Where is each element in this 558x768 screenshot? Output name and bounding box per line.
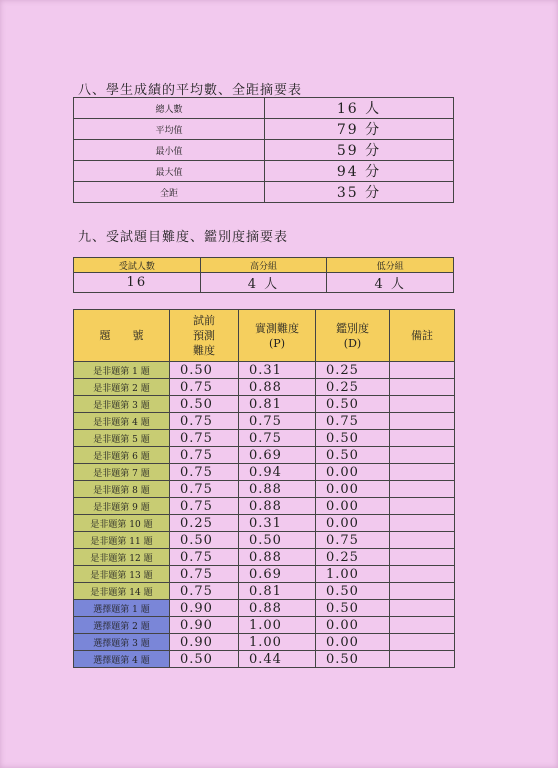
examinees-value: 16: [74, 273, 201, 293]
difficulty-p: 0.69: [239, 447, 316, 464]
note-cell: [390, 430, 455, 447]
table-row: [74, 481, 455, 498]
item-name: 是非題第 1 題: [74, 362, 170, 379]
predicted-difficulty: 0.75: [170, 413, 239, 430]
difficulty-p: 0.88: [239, 481, 316, 498]
difficulty-p: 0.31: [239, 515, 316, 532]
difficulty-p: 1.00: [239, 634, 316, 651]
table-row: [74, 566, 455, 583]
note-cell: [390, 515, 455, 532]
header-high-group: 高分組: [200, 258, 327, 273]
predicted-difficulty: 0.25: [170, 515, 239, 532]
table-row: [74, 98, 454, 119]
score-summary-table: [73, 97, 454, 203]
item-name: 是非題第 10 題: [74, 515, 170, 532]
discrimination-d: 0.00: [316, 481, 390, 498]
table-row: [74, 273, 454, 293]
header-discrimination: [316, 310, 390, 362]
table-row: [74, 515, 455, 532]
header-line: 預測: [193, 329, 215, 342]
sample-summary-table: [73, 257, 454, 293]
note-cell: [390, 379, 455, 396]
item-name: 是非題第 3 題: [74, 396, 170, 413]
difficulty-p: 0.88: [239, 600, 316, 617]
row-value: 35 分: [265, 182, 454, 203]
discrimination-d: 0.75: [316, 532, 390, 549]
difficulty-p: 0.50: [239, 532, 316, 549]
discrimination-d: 1.00: [316, 566, 390, 583]
table-row: [74, 600, 455, 617]
row-value: 59 分: [265, 140, 454, 161]
predicted-difficulty: 0.75: [170, 583, 239, 600]
header-predicted-difficulty: [170, 310, 239, 362]
discrimination-d: 0.50: [316, 396, 390, 413]
difficulty-p: 0.69: [239, 566, 316, 583]
item-name: 是非題第 12 題: [74, 549, 170, 566]
predicted-difficulty: 0.75: [170, 447, 239, 464]
note-cell: [390, 549, 455, 566]
row-label: 最大值: [74, 161, 265, 182]
table-row: [74, 464, 455, 481]
note-cell: [390, 566, 455, 583]
difficulty-p: 0.75: [239, 430, 316, 447]
note-cell: [390, 651, 455, 668]
header-line: 難度: [193, 344, 215, 357]
discrimination-d: 0.00: [316, 515, 390, 532]
note-cell: [390, 600, 455, 617]
difficulty-p: 0.94: [239, 464, 316, 481]
item-name: 是非題第 7 題: [74, 464, 170, 481]
discrimination-d: 0.00: [316, 617, 390, 634]
discrimination-d: 0.25: [316, 379, 390, 396]
low-group-value: 4 人: [327, 273, 454, 293]
row-value: 79 分: [265, 119, 454, 140]
table-row: [74, 413, 455, 430]
item-name: 是非題第 11 題: [74, 532, 170, 549]
table-row: [74, 379, 455, 396]
item-name: 是非題第 2 題: [74, 379, 170, 396]
discrimination-d: 0.75: [316, 413, 390, 430]
header-line: (D): [343, 336, 362, 350]
note-cell: [390, 634, 455, 651]
predicted-difficulty: 0.90: [170, 634, 239, 651]
header-line: 試前: [193, 314, 215, 327]
item-name: 選擇題第 4 題: [74, 651, 170, 668]
difficulty-p: 0.81: [239, 396, 316, 413]
table-header-row: [74, 310, 455, 362]
discrimination-d: 0.25: [316, 549, 390, 566]
item-rows: [74, 362, 455, 668]
note-cell: [390, 396, 455, 413]
row-label: 總人數: [74, 98, 265, 119]
predicted-difficulty: 0.50: [170, 362, 239, 379]
predicted-difficulty: 0.75: [170, 379, 239, 396]
table-row: [74, 498, 455, 515]
table-row: [74, 583, 455, 600]
section-8-title: 八、學生成績的平均數、全距摘要表: [78, 83, 303, 98]
table-row: [74, 634, 455, 651]
difficulty-p: 0.75: [239, 413, 316, 430]
discrimination-d: 0.25: [316, 362, 390, 379]
table-row: [74, 396, 455, 413]
header-line: (P): [269, 336, 285, 350]
difficulty-p: 1.00: [239, 617, 316, 634]
item-name: 是非題第 9 題: [74, 498, 170, 515]
discrimination-d: 0.50: [316, 430, 390, 447]
item-name: 是非題第 13 題: [74, 566, 170, 583]
header-note: 備註: [390, 310, 455, 362]
row-value: 94 分: [265, 161, 454, 182]
difficulty-p: 0.88: [239, 498, 316, 515]
item-name: 是非題第 5 題: [74, 430, 170, 447]
note-cell: [390, 498, 455, 515]
item-name: 選擇題第 1 題: [74, 600, 170, 617]
predicted-difficulty: 0.50: [170, 651, 239, 668]
difficulty-p: 0.88: [239, 549, 316, 566]
table-row: [74, 161, 454, 182]
predicted-difficulty: 0.90: [170, 600, 239, 617]
table-row: [74, 651, 455, 668]
table-row: [74, 362, 455, 379]
discrimination-d: 0.50: [316, 651, 390, 668]
table-row: [74, 447, 455, 464]
note-cell: [390, 413, 455, 430]
table-row: [74, 617, 455, 634]
predicted-difficulty: 0.75: [170, 464, 239, 481]
discrimination-d: 0.50: [316, 447, 390, 464]
item-name: 選擇題第 3 題: [74, 634, 170, 651]
item-name: 選擇題第 2 題: [74, 617, 170, 634]
difficulty-p: 0.88: [239, 379, 316, 396]
discrimination-d: 0.00: [316, 634, 390, 651]
predicted-difficulty: 0.75: [170, 549, 239, 566]
row-label: 最小值: [74, 140, 265, 161]
table-row: [74, 119, 454, 140]
predicted-difficulty: 0.90: [170, 617, 239, 634]
table-row: [74, 532, 455, 549]
header-item: 題 號: [74, 310, 170, 362]
discrimination-d: 0.00: [316, 498, 390, 515]
table-header-row: [74, 258, 454, 273]
high-group-value: 4 人: [200, 273, 327, 293]
item-name: 是非題第 14 題: [74, 583, 170, 600]
predicted-difficulty: 0.75: [170, 430, 239, 447]
table-row: [74, 140, 454, 161]
table-row: [74, 549, 455, 566]
table-row: [74, 430, 455, 447]
row-value: 16 人: [265, 98, 454, 119]
note-cell: [390, 617, 455, 634]
predicted-difficulty: 0.75: [170, 498, 239, 515]
note-cell: [390, 481, 455, 498]
section-9-title: 九、受試題目難度、鑑別度摘要表: [78, 230, 289, 245]
item-name: 是非題第 4 題: [74, 413, 170, 430]
difficulty-p: 0.31: [239, 362, 316, 379]
header-examinees: 受試人數: [74, 258, 201, 273]
note-cell: [390, 362, 455, 379]
header-line: 鑑別度: [336, 321, 369, 335]
header-line: 實測難度: [255, 321, 299, 335]
predicted-difficulty: 0.50: [170, 532, 239, 549]
header-low-group: 低分組: [327, 258, 454, 273]
predicted-difficulty: 0.75: [170, 566, 239, 583]
discrimination-d: 0.50: [316, 583, 390, 600]
note-cell: [390, 532, 455, 549]
note-cell: [390, 464, 455, 481]
header-difficulty: [239, 310, 316, 362]
item-analysis-table: [73, 309, 455, 668]
item-name: 是非題第 8 題: [74, 481, 170, 498]
difficulty-p: 0.44: [239, 651, 316, 668]
note-cell: [390, 447, 455, 464]
discrimination-d: 0.50: [316, 600, 390, 617]
row-label: 平均值: [74, 119, 265, 140]
note-cell: [390, 583, 455, 600]
predicted-difficulty: 0.50: [170, 396, 239, 413]
discrimination-d: 0.00: [316, 464, 390, 481]
predicted-difficulty: 0.75: [170, 481, 239, 498]
difficulty-p: 0.81: [239, 583, 316, 600]
item-name: 是非題第 6 題: [74, 447, 170, 464]
row-label: 全距: [74, 182, 265, 203]
table-row: [74, 182, 454, 203]
